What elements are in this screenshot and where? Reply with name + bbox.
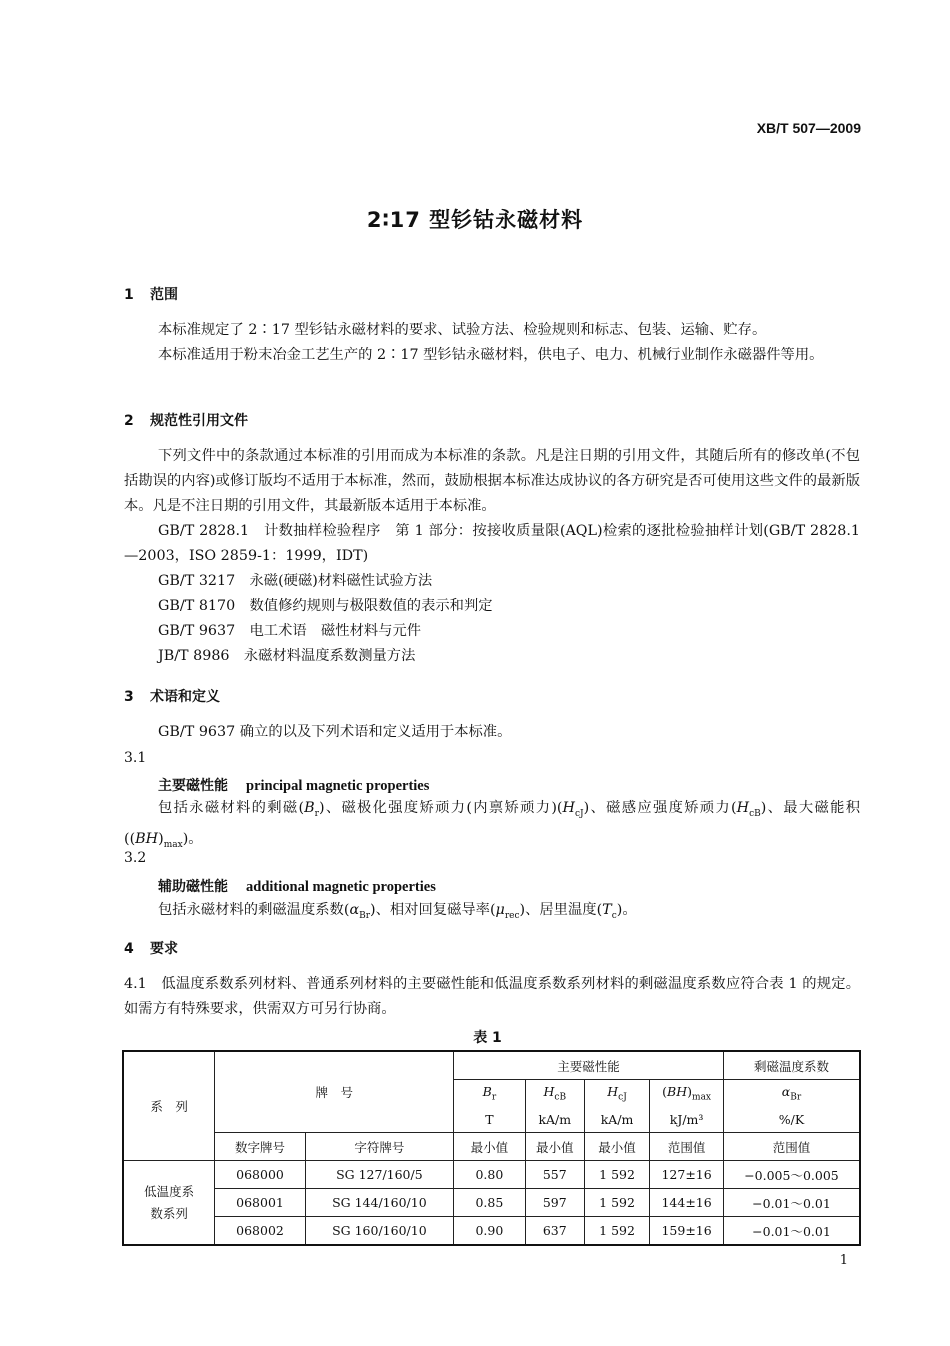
section-4-1-para: 4.1 低温度系数系列材料、普通系列材料的主要磁性能和低温度系数系列材料的剩磁温度系数应符合表 1 的规定。如需方有特殊要求，供需双方可另行协商。 [124,976,860,1017]
header-min-hcj: 最小值 [584,1133,649,1161]
section-2-heading: 2 规范性引用文件 [124,413,248,429]
header-alpha-br: $\alpha_{Br}$ %/K [723,1080,860,1133]
header-bhmax: $(BH)_{max}$ kJ/m³ [650,1080,724,1133]
header-numeric-brand: 数字牌号 [215,1133,305,1161]
header-main-properties: 主要磁性能 [454,1051,724,1080]
reference-gb2828: GB/T 2828.1 计数抽样检验程序 第 1 部分：按接收质量限(AQL)检索的逐批检验抽样计划(GB/T 2828.1—2003，ISO 2859-1：1999，IDT) [124,523,860,564]
header-brand: 牌 号 [215,1051,454,1133]
cell-bh: 144±16 [650,1189,724,1217]
header-br: $B_r$ T [454,1080,526,1133]
header-series: 系 列 [123,1051,215,1161]
page-number: 1 [839,1253,848,1268]
cell-br: 0.90 [454,1217,526,1246]
header-temp-coefficient: 剩磁温度系数 [723,1051,860,1080]
term-3-2: 辅助磁性能 additional magnetic properties [158,879,436,895]
table-row [123,1161,860,1189]
cell-code: SG 127/160/5 [305,1161,453,1189]
section-1-heading: 1 范围 [124,287,178,303]
header-min-hcb: 最小值 [525,1133,584,1161]
header-hcj: $H_{cJ}$ kA/m [584,1080,649,1133]
header-character-brand: 字符牌号 [305,1133,453,1161]
cell-hcj: 1 592 [584,1189,649,1217]
header-range-alpha: 范围值 [723,1133,860,1161]
cell-hcj: 1 592 [584,1161,649,1189]
definition-3-2: 包括永磁材料的剩磁温度系数$(\alpha_{Br})$、相对回复磁导率$(\mu_{rec})$、居里温度$(T_c)$。 [158,902,637,921]
cell-num: 068002 [215,1217,305,1246]
cell-code: SG 160/160/10 [305,1217,453,1246]
header-hcb: $H_{cB}$ kA/m [525,1080,584,1133]
clause-3-2-number: 3.2 [124,850,147,866]
cell-hcj: 1 592 [584,1217,649,1246]
cell-num: 068000 [215,1161,305,1189]
cell-bh: 159±16 [650,1217,724,1246]
document-title: 2∶17 型钐钴永磁材料 [366,208,584,232]
cell-num: 068001 [215,1189,305,1217]
section-3-para-1: GB/T 9637 确立的以及下列术语和定义适用于本标准。 [158,724,512,740]
cell-alpha: −0.005～0.005 [723,1161,860,1189]
reference-gb9637: GB/T 9637 电工术语 磁性材料与元件 [158,623,422,639]
cell-alpha: −0.01～0.01 [723,1217,860,1246]
header-range-bh: 范围值 [650,1133,724,1161]
table-1 [122,1050,861,1246]
table-row [123,1217,860,1246]
term-3-1: 主要磁性能 principal magnetic properties [158,778,430,794]
clause-3-1-number: 3.1 [124,750,147,766]
series-name: 低温度系数系列 [123,1161,215,1246]
cell-hcb: 637 [525,1217,584,1246]
cell-hcb: 597 [525,1189,584,1217]
table-row [123,1189,860,1217]
table-1-caption: 表 1 [473,1030,502,1046]
section-3-heading: 3 术语和定义 [124,689,220,705]
reference-jb8986: JB/T 8986 永磁材料温度系数测量方法 [158,648,416,664]
header-min-br: 最小值 [454,1133,526,1161]
cell-bh: 127±16 [650,1161,724,1189]
section-1-para-2: 本标准适用于粉末冶金工艺生产的 2∶17 型钐钴永磁材料，供电子、电力、机械行业制作永磁器件等用。 [158,347,824,363]
cell-br: 0.85 [454,1189,526,1217]
standard-code: XB/T 507—2009 [756,120,861,136]
cell-br: 0.80 [454,1161,526,1189]
cell-alpha: −0.01～0.01 [723,1189,860,1217]
cell-hcb: 557 [525,1161,584,1189]
section-4-heading: 4 要求 [124,941,178,957]
section-1-para-1: 本标准规定了 2∶17 型钐钴永磁材料的要求、试验方法、检验规则和标志、包装、运输、贮存。 [158,322,767,338]
section-2-para-1: 下列文件中的条款通过本标准的引用而成为本标准的条款。凡是注日期的引用文件，其随后所有的修改单(不包括勘误的内容)或修订版均不适用于本标准，然而，鼓励根据本标准达成协议的各方研究是否可使用这些文件的最新版本。凡是不注日期的引用文件，其最新版本适用于本标准。 [124,448,860,514]
definition-3-1: 包括永磁材料的剩磁$(B_r)$、磁极化强度矫顽力(内禀矫顽力)$(H_{cJ})$、磁感应强度矫顽力$(H_{cB})$、最大磁能积$((BH)_{max})$。 [124,800,861,850]
reference-gb3217: GB/T 3217 永磁(硬磁)材料磁性试验方法 [158,573,433,589]
cell-code: SG 144/160/10 [305,1189,453,1217]
reference-gb8170: GB/T 8170 数值修约规则与极限数值的表示和判定 [158,598,493,614]
